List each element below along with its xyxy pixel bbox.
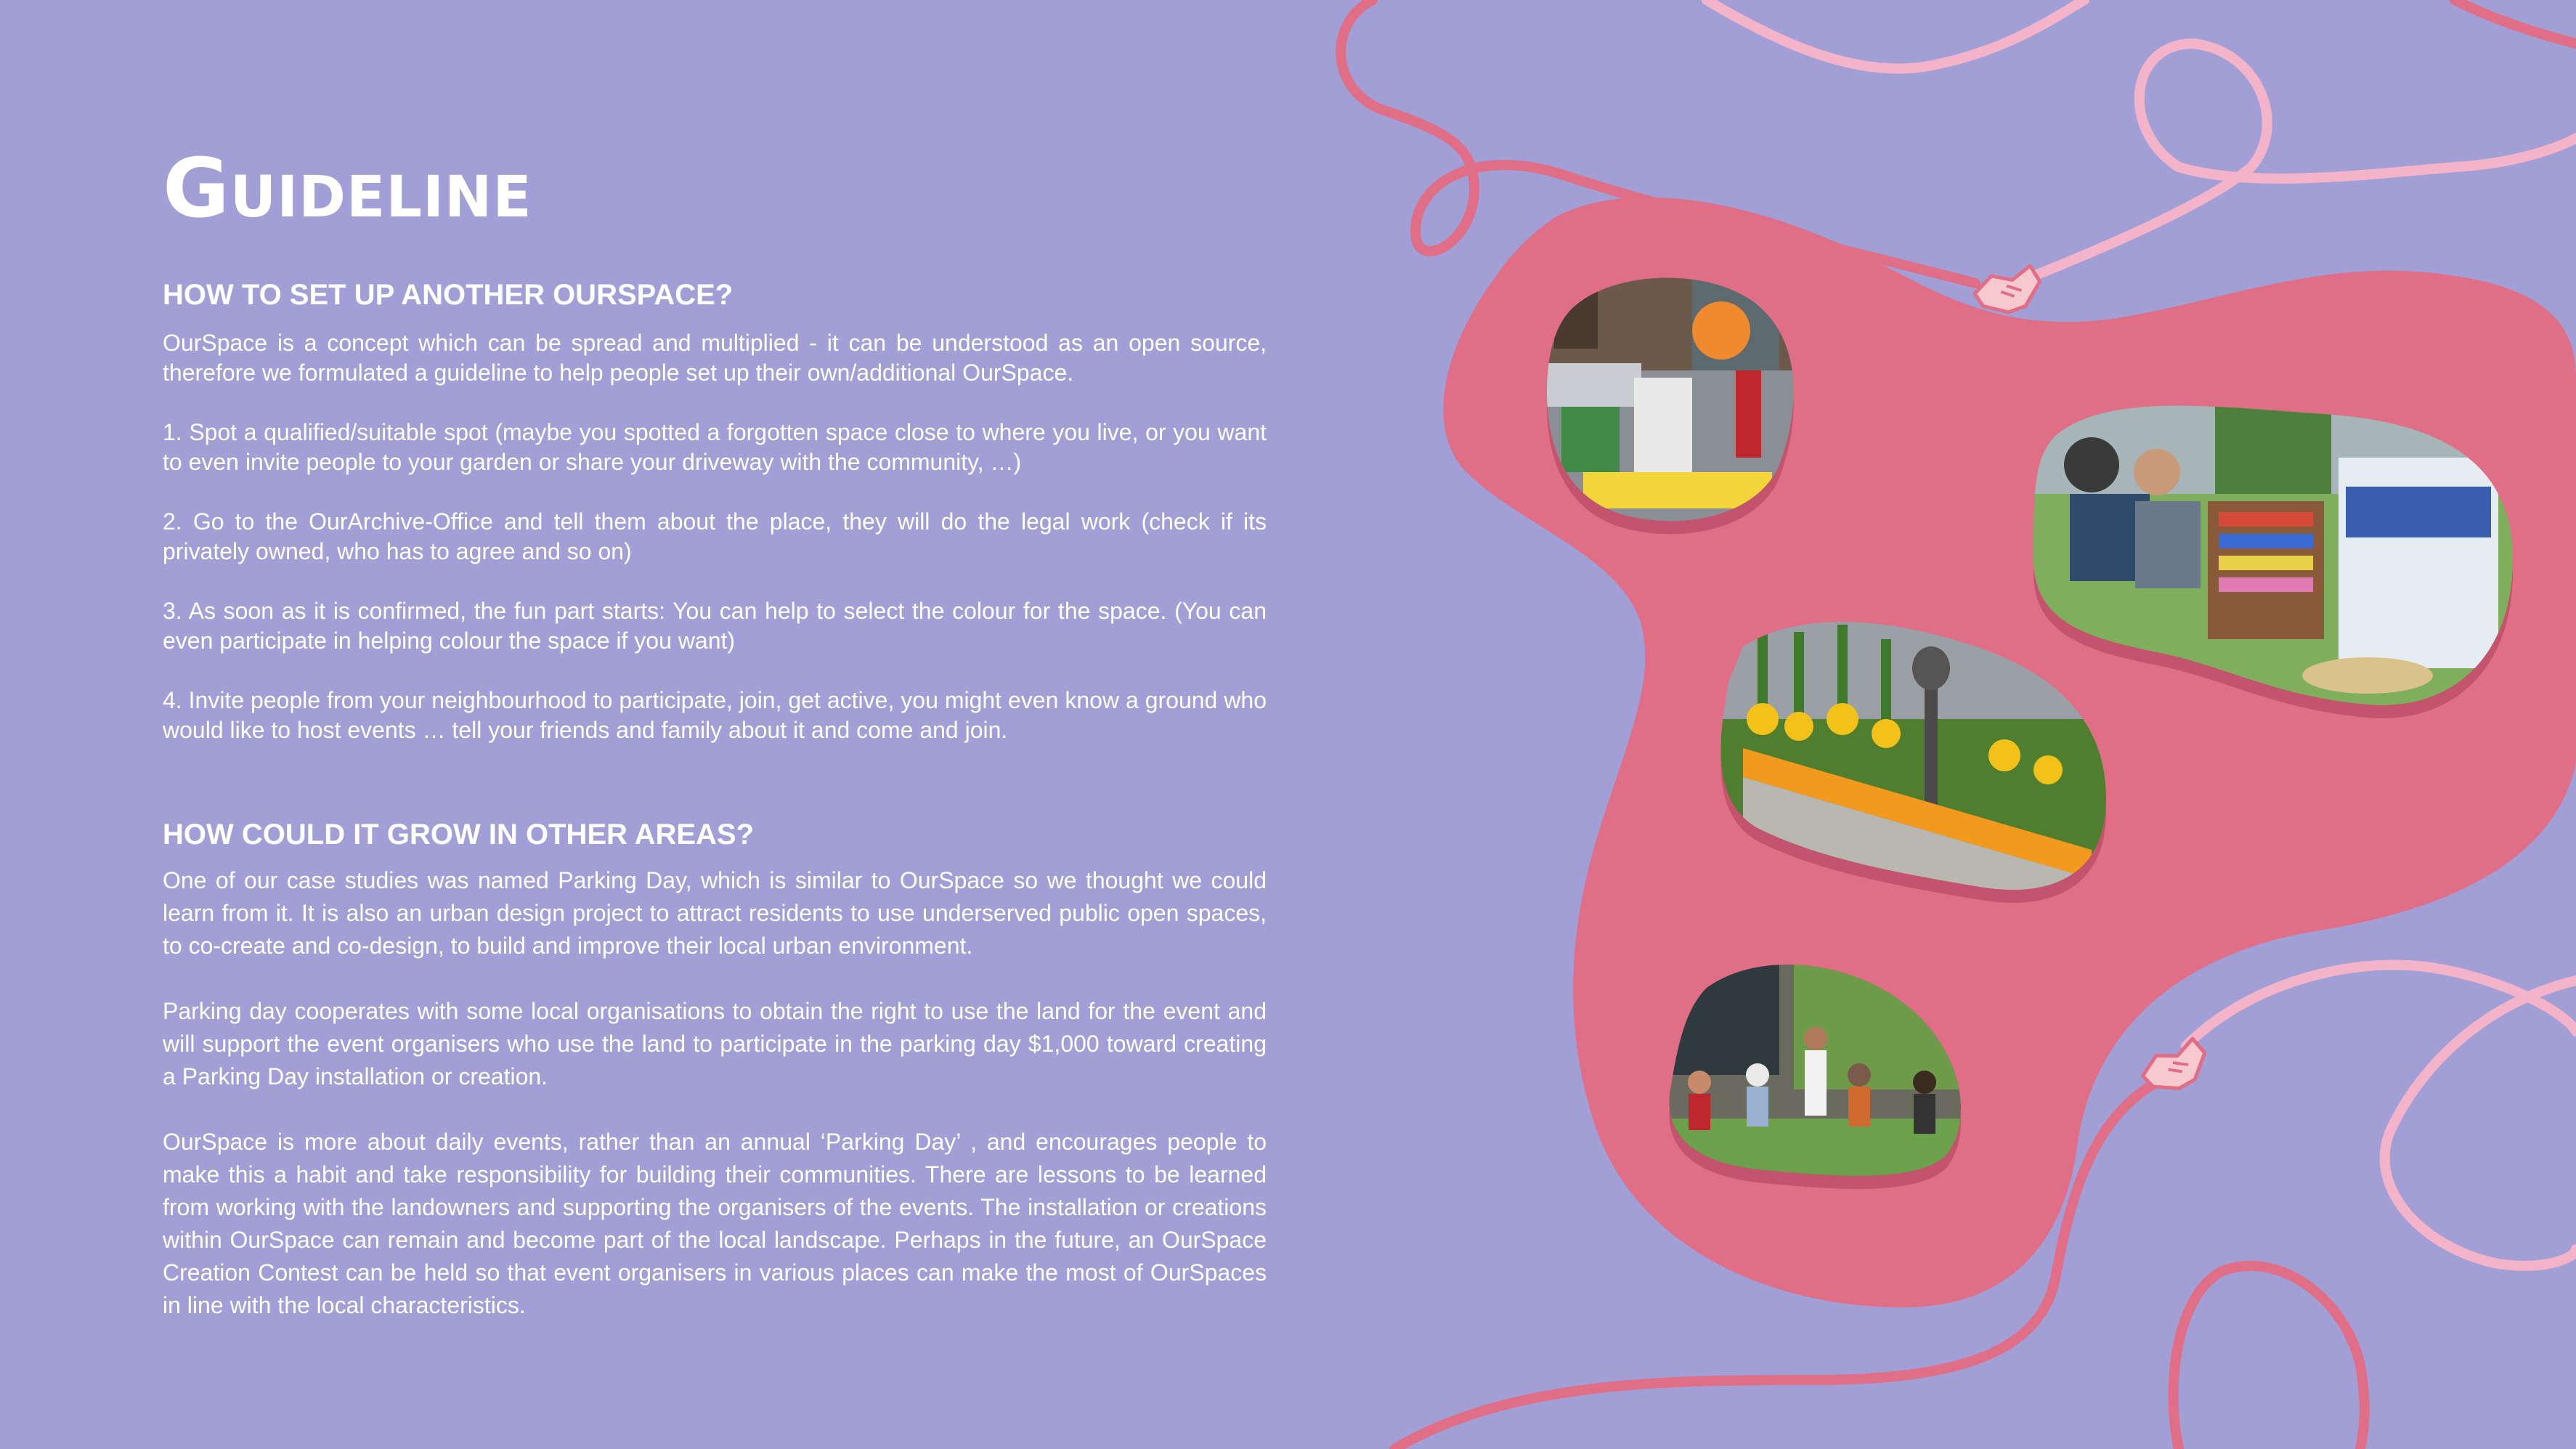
grow-paragraph-3: OurSpace is more about daily events, rather than an annual ‘Parking Day’ , and encourages people to make this a habit and take responsibility for building their communities. There are lessons to be learned from working with the landowners and supporting the organisers of the events. The installation or creations within OurSpace can remain and become part of the local landscape. Perhaps in the future, an OurSpace Creation Contest can be held so that event organisers in various places can make the most of OurSpaces in line with the local characteristics. <box>163 1129 1267 1318</box>
photo-sunflower-parklet <box>1714 610 2121 915</box>
grow-paragraph-1: One of our case studies was named Parking Day, which is similar to OurSpace so we thought we could learn from it. It is also an urban design project to attract residents to use underserved public open spaces, to co-create and co-design, to build and improve their local urban environment. <box>163 867 1267 959</box>
grow-text-block <box>163 864 1267 1322</box>
photo-people-sitting-parklet <box>1663 944 1983 1191</box>
setup-step-2: 2. Go to the OurArchive-Office and tell them about the place, they will do the legal work (check if its privately owned, who has to agree and so on) <box>163 508 1267 564</box>
setup-step-4: 4. Invite people from your neighbourhood to participate, join, get active, you might even know a ground who would like to host events … tell your friends and family about it and come and join. <box>163 687 1267 743</box>
page-title: Guideline <box>163 142 532 236</box>
setup-step-3: 3. As soon as it is confirmed, the fun part starts: You can help to select the colour for the space. (You can even participate in helping colour the space if you want) <box>163 598 1267 654</box>
setup-step-1: 1. Spot a qualified/suitable spot (maybe you spotted a forgotten space close to where you live, or you want to even invite people to your garden or share your driveway with the community, …) <box>163 419 1267 475</box>
setup-text-block <box>163 328 1267 745</box>
section-heading-grow: HOW COULD IT GROW IN OTHER AREAS? <box>163 819 755 851</box>
grow-paragraph-2: Parking day cooperates with some local organisations to obtain the right to use the land for the event and will support the event organisers who use the land to participate in the parking day $1,000 toward creating a Parking Day installation or creation. <box>163 998 1267 1089</box>
setup-intro: OurSpace is a concept which can be spread and multiplied - it can be understood as an open source, therefore we formulated a guideline to help people set up their own/additional OurSpace. <box>163 330 1267 386</box>
photo-grass-book-stall <box>2026 392 2520 726</box>
section-heading-setup: HOW TO SET UP ANOTHER OURSPACE? <box>163 279 734 311</box>
